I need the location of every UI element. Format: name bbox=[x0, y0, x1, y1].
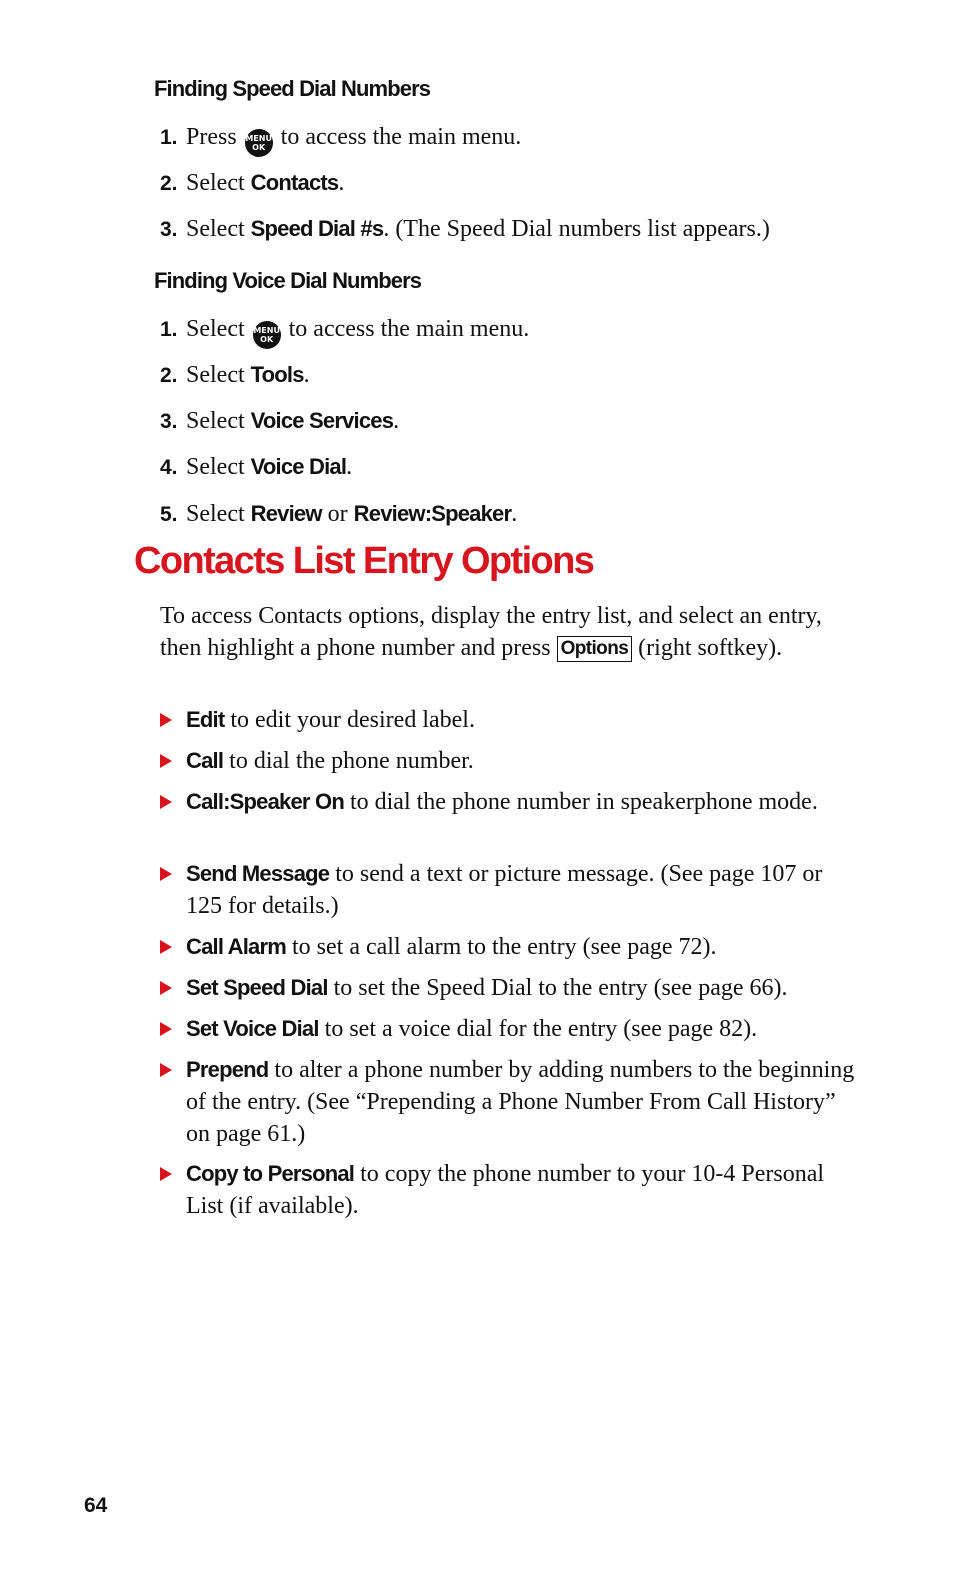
menu-ok-key-icon: MENU OK bbox=[253, 321, 281, 349]
option-name: Call Alarm bbox=[186, 934, 287, 959]
option-name: Edit bbox=[186, 707, 225, 732]
option-item-call bbox=[160, 745, 860, 777]
step-text: Select bbox=[186, 501, 245, 527]
voice-dial-step-2 bbox=[160, 360, 310, 391]
option-item-prepend bbox=[160, 1054, 860, 1150]
menu-item-name: Tools bbox=[250, 362, 304, 387]
option-name: Send Message bbox=[186, 861, 330, 886]
page-number: 64 bbox=[84, 1494, 108, 1517]
bullet-arrow-icon bbox=[160, 867, 172, 881]
step-number: 4. bbox=[160, 456, 178, 479]
section-intro: To access Contacts options, display the entry list, and select an entry, then highlight a phone number and press Options (right softkey). bbox=[160, 603, 822, 661]
step-text: . bbox=[303, 362, 310, 388]
option-item-set-speed-dial bbox=[160, 972, 860, 1004]
step-number: 3. bbox=[160, 218, 178, 241]
step-text: . bbox=[393, 408, 400, 434]
option-item-call-alarm bbox=[160, 931, 860, 963]
menu-item-name: Review:Speaker bbox=[353, 501, 512, 526]
step-number: 1. bbox=[160, 126, 178, 149]
bullet-arrow-icon bbox=[160, 1167, 172, 1181]
option-item-set-voice-dial bbox=[160, 1013, 860, 1045]
bullet-arrow-icon bbox=[160, 795, 172, 809]
option-description: to dial the phone number in speakerphone mode. bbox=[349, 789, 818, 815]
option-name: Copy to Personal bbox=[186, 1161, 355, 1186]
step-text: Select bbox=[186, 170, 245, 196]
speed-dial-step-1 bbox=[160, 122, 521, 157]
bullet-arrow-icon bbox=[160, 1022, 172, 1036]
options-softkey-label: Options bbox=[557, 636, 633, 662]
option-item-edit bbox=[160, 704, 860, 736]
bullet-arrow-icon bbox=[160, 981, 172, 995]
option-item-call-speaker bbox=[160, 786, 860, 818]
voice-dial-heading: Finding Voice Dial Numbers bbox=[154, 268, 422, 293]
step-number: 2. bbox=[160, 172, 178, 195]
voice-dial-step-4 bbox=[160, 452, 352, 483]
option-name: Set Speed Dial bbox=[186, 975, 328, 1000]
step-text: Select bbox=[186, 316, 245, 342]
step-text: Press bbox=[186, 124, 237, 150]
menu-item-name: Review bbox=[250, 501, 322, 526]
step-text: Select bbox=[186, 216, 245, 242]
voice-dial-step-1 bbox=[160, 314, 529, 349]
step-text: Select bbox=[186, 454, 245, 480]
speed-dial-step-2 bbox=[160, 168, 344, 199]
option-name: Prepend bbox=[186, 1057, 269, 1082]
voice-dial-step-3 bbox=[160, 406, 399, 437]
option-description: to set a voice dial for the entry (see page 82). bbox=[324, 1016, 758, 1042]
menu-item-name: Contacts bbox=[250, 170, 339, 195]
option-name: Call:Speaker On bbox=[186, 789, 344, 814]
option-name: Set Voice Dial bbox=[186, 1016, 319, 1041]
bullet-arrow-icon bbox=[160, 1063, 172, 1077]
option-item-send-message bbox=[160, 858, 860, 922]
section-title: Contacts List Entry Options bbox=[134, 540, 594, 582]
option-description: to alter a phone number by adding numbers to the beginning of the entry. (See “Prepending a Phone Number From Call History” on page 61.) bbox=[186, 1057, 855, 1147]
step-text: . bbox=[511, 501, 518, 527]
option-description: to set the Speed Dial to the entry (see page 66). bbox=[333, 975, 788, 1001]
step-text: to access the main menu. bbox=[288, 316, 530, 342]
option-description: to dial the phone number. bbox=[229, 748, 474, 774]
step-text: Select bbox=[186, 408, 245, 434]
speed-dial-heading: Finding Speed Dial Numbers bbox=[154, 76, 431, 101]
option-description: to edit your desired label. bbox=[230, 707, 475, 733]
speed-dial-step-3 bbox=[160, 214, 770, 245]
step-text: to access the main menu. bbox=[280, 124, 522, 150]
step-text: . (The Speed Dial numbers list appears.) bbox=[383, 216, 770, 242]
step-text: or bbox=[327, 501, 348, 527]
menu-item-name: Voice Services bbox=[250, 408, 394, 433]
option-item-copy-to-personal bbox=[160, 1158, 860, 1222]
voice-dial-step-5 bbox=[160, 499, 517, 530]
option-description: to set a call alarm to the entry (see page 72). bbox=[292, 934, 717, 960]
option-name: Call bbox=[186, 748, 224, 773]
option-description: to copy the phone number to your 10-4 Personal List (if available). bbox=[186, 1161, 825, 1219]
step-number: 3. bbox=[160, 410, 178, 433]
menu-item-name: Voice Dial bbox=[250, 454, 347, 479]
menu-item-name: Speed Dial #s bbox=[250, 216, 384, 241]
step-number: 5. bbox=[160, 503, 178, 526]
step-text: . bbox=[338, 170, 345, 196]
bullet-arrow-icon bbox=[160, 754, 172, 768]
step-text: Select bbox=[186, 362, 245, 388]
menu-ok-key-icon: MENU OK bbox=[245, 129, 273, 157]
bullet-arrow-icon bbox=[160, 713, 172, 727]
step-number: 2. bbox=[160, 364, 178, 387]
step-number: 1. bbox=[160, 318, 178, 341]
step-text: . bbox=[346, 454, 353, 480]
option-description: to send a text or picture message. (See page 107 or 125 for details.) bbox=[186, 861, 823, 919]
bullet-arrow-icon bbox=[160, 940, 172, 954]
